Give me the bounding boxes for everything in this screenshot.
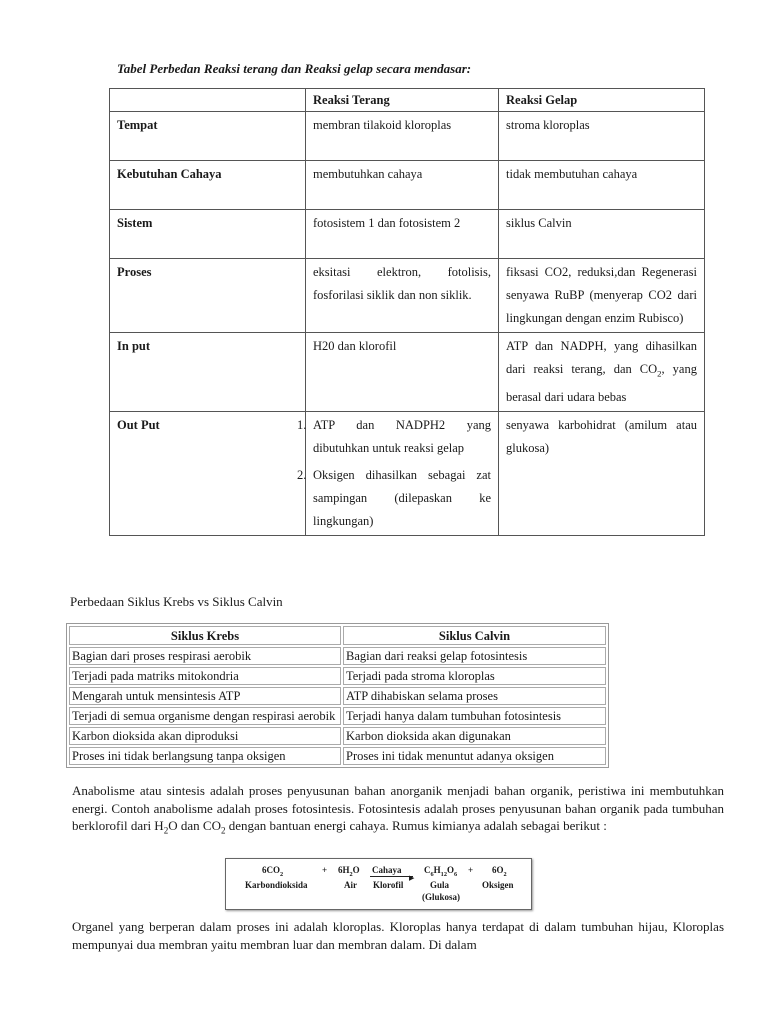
table1-title: Tabel Perbedan Reaksi terang dan Reaksi gelap secara mendasar: [117,61,472,76]
list-number: 1. [297,417,307,432]
table-row [110,112,705,161]
calvin-cell: Terjadi pada stroma kloroplas [343,667,606,685]
table-row [110,210,705,259]
output-list-item [297,414,491,460]
gelap-cell: stroma kloroplas [499,112,705,161]
row-label: Kebutuhan Cahaya [110,161,306,210]
gelap-text-b: , yang berasal dari udara bebas [506,362,697,404]
calvin-cell: Karbon dioksida akan digunakan [343,727,606,745]
calvin-cell: ATP dihabiskan selama proses [343,687,606,705]
formula-h2o: $6H_2O$ [338,865,360,878]
row-label: Proses [110,259,306,333]
label-air: Air [344,880,357,890]
header-cell-reaksi-terang: Reaksi Terang [306,89,499,112]
krebs-cell: Karbon dioksida akan diproduksi [69,727,341,745]
header-cell-reaksi-gelap: Reaksi Gelap [499,89,705,112]
gelap-subscript: 2 [657,368,662,379]
list-number: 2. [297,467,307,482]
gelap-cell: tidak membutuhan cahaya [499,161,705,210]
formula-plus: + [468,865,474,875]
table-row [110,333,705,412]
table-row [69,647,606,665]
label-karbondioksida: Karbondioksida [245,880,308,890]
table-row [69,687,606,705]
gelap-text-a: ATP dan NADPH, yang dihasilkan dari reaksi terang, dan CO [506,339,697,376]
formula-co2: $6CO_2$ [262,865,284,878]
terang-cell [297,411,499,535]
row-label: Sistem [110,210,306,259]
table-row [110,259,705,333]
output-list-item [297,464,491,533]
krebs-cell: Terjadi pada matriks mitokondria [69,667,341,685]
table-row [69,667,606,685]
krebs-calvin-table [66,623,609,768]
header-cell-empty [110,89,306,112]
header-cell-calvin: Siklus Calvin [343,626,606,645]
table-header-row [110,89,705,112]
reaction-arrow-line [370,876,413,877]
photosynthesis-formula [225,858,532,910]
row-label: Out Put [110,411,306,535]
gelap-cell: fiksasi CO2, reduksi,dan Regenerasi senyawa RuBP (menyerap CO2 dari lingkungan dengan enzim Rubisco) [499,259,705,333]
formula-plus: + [322,865,328,875]
table-row [110,161,705,210]
calvin-cell: Proses ini tidak menuntut adanya oksigen [343,747,606,765]
gelap-cell [499,333,705,412]
krebs-cell: Mengarah untuk mensintesis ATP [69,687,341,705]
gelap-cell: siklus Calvin [499,210,705,259]
calvin-cell: Bagian dari reaksi gelap fotosintesis [343,647,606,665]
formula-cahaya: Cahaya [372,865,402,875]
table-row [69,707,606,725]
table-row [69,747,606,765]
label-gula: Gula [430,880,450,890]
table2-title: Perbedaan Siklus Krebs vs Siklus Calvin [70,594,283,609]
paragraph-text-a: Anabolisme atau sintesis adalah proses penyusunan bahan anorganik menjadi bahan organik, peristiwa ini membutuhkan energi. Contoh anabolisme adalah proses fotosintesis. Fotosintesis adalah proses penyusunan bahan organik pada tumbuhan berklorofil dari H [72,783,724,833]
gelap-cell: senyawa karbohidrat (amilum atau glukosa) [499,411,705,535]
calvin-cell: Terjadi hanya dalam tumbuhan fotosintesis [343,707,606,725]
terang-cell: membran tilakoid kloroplas [306,112,499,161]
terang-cell: fotosistem 1 dan fotosistem 2 [306,210,499,259]
label-oksigen: Oksigen [482,880,514,890]
label-klorofil: Klorofil [373,880,404,890]
light-dark-reaction-table [109,88,705,536]
row-label: In put [110,333,306,412]
paragraph-text-b: O dan CO [168,818,221,833]
formula-glukosa: $C_6H_{12}O_6$ [424,865,458,878]
krebs-cell: Terjadi di semua organisme dengan respirasi aerobik [69,707,341,725]
terang-cell: H20 dan klorofil [306,333,499,412]
formula-o2: $6O_2$ [492,865,507,878]
header-cell-krebs: Siklus Krebs [69,626,341,645]
terang-cell: eksitasi elektron, fotolisis, fosforilasi siklik dan non siklik. [306,259,499,333]
paragraph-text-c: dengan bantuan energi cahaya. Rumus kimianya adalah sebagai berikut : [225,818,607,833]
terang-cell: membutuhkan cahaya [306,161,499,210]
table-row [69,727,606,745]
output-item-text: Oksigen dihasilkan sebagai zat sampingan (dilepaskan ke lingkungan) [313,467,491,528]
krebs-cell: Proses ini tidak berlangsung tanpa oksigen [69,747,341,765]
table-row [110,411,705,535]
row-label: Tempat [110,112,306,161]
anabolism-paragraph [72,782,724,840]
label-glukosa: (Glukosa) [422,892,461,902]
krebs-cell: Bagian dari proses respirasi aerobik [69,647,341,665]
subscript: 2 [163,825,169,836]
arrow-head-icon: ▶ [409,874,415,882]
table-header-row [69,626,606,645]
output-item-text: ATP dan NADPH2 yang dibutuhkan untuk reaksi gelap [313,417,491,455]
subscript: 2 [220,825,226,836]
kloroplas-paragraph: Organel yang berperan dalam proses ini adalah kloroplas. Kloroplas hanya terdapat di dalam tumbuhan hijau, Kloroplas mempunyai dua membran yaitu membran luar dan membran dalam. Di dalam [72,919,724,952]
